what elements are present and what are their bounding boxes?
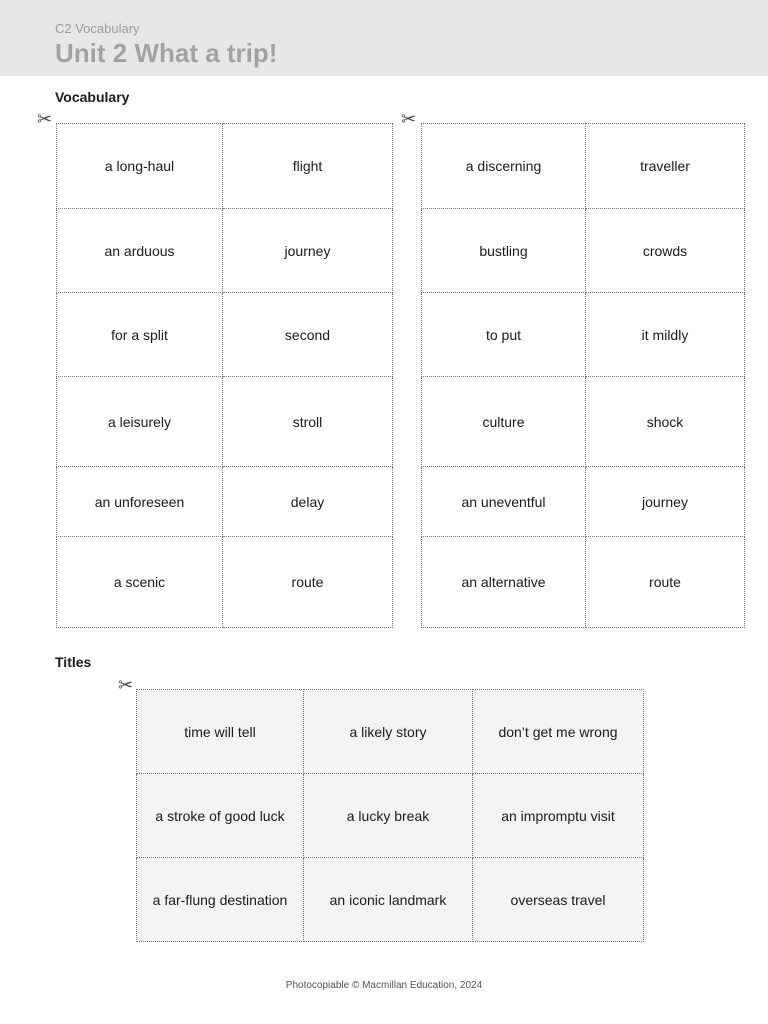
card-cell: stroll <box>223 377 393 467</box>
card-cell: don’t get me wrong <box>473 690 644 774</box>
card-cell: a long-haul <box>57 124 223 209</box>
card-cell: crowds <box>586 209 745 293</box>
card-cell: second <box>223 293 393 377</box>
card-cell: route <box>586 537 745 628</box>
card-row <box>422 537 745 628</box>
card-row <box>422 467 745 537</box>
card-row <box>57 124 393 209</box>
card-row <box>422 293 745 377</box>
card-cell: delay <box>223 467 393 537</box>
card-cell: a stroke of good luck <box>137 774 304 858</box>
card-cell: an uneventful <box>422 467 586 537</box>
card-row <box>137 690 644 774</box>
card-cell: a lucky break <box>304 774 473 858</box>
card-cell: route <box>223 537 393 628</box>
card-row <box>422 377 745 467</box>
vocabulary-heading: Vocabulary <box>55 89 130 105</box>
scissors-icon: ✂ <box>37 109 53 129</box>
page-title: Unit 2 What a trip! <box>55 38 278 68</box>
card-row <box>422 209 745 293</box>
card-cell: overseas travel <box>473 858 644 942</box>
card-cell: an arduous <box>57 209 223 293</box>
card-row <box>57 293 393 377</box>
card-row <box>57 209 393 293</box>
page-header <box>0 0 768 76</box>
vocabulary-cards-left <box>56 123 393 628</box>
card-cell: to put <box>422 293 586 377</box>
card-cell: a far-flung destination <box>137 858 304 942</box>
title-cards <box>136 689 644 942</box>
card-cell: a scenic <box>57 537 223 628</box>
card-cell: an alternative <box>422 537 586 628</box>
card-cell: journey <box>223 209 393 293</box>
scissors-icon: ✂ <box>401 109 417 129</box>
card-cell: a discerning <box>422 124 586 209</box>
card-cell: traveller <box>586 124 745 209</box>
card-cell: an unforeseen <box>57 467 223 537</box>
card-cell: shock <box>586 377 745 467</box>
card-cell: an iconic landmark <box>304 858 473 942</box>
series-label: C2 Vocabulary <box>55 21 140 36</box>
vocabulary-cards-right <box>421 123 745 628</box>
card-row <box>57 537 393 628</box>
card-cell: time will tell <box>137 690 304 774</box>
titles-heading: Titles <box>55 654 92 670</box>
card-row <box>137 774 644 858</box>
card-cell: an impromptu visit <box>473 774 644 858</box>
card-row <box>57 467 393 537</box>
card-cell: it mildly <box>586 293 745 377</box>
card-cell: culture <box>422 377 586 467</box>
card-row <box>137 858 644 942</box>
card-cell: flight <box>223 124 393 209</box>
scissors-icon: ✂ <box>118 675 134 695</box>
card-cell: a leisurely <box>57 377 223 467</box>
card-cell: journey <box>586 467 745 537</box>
copyright-footer: Photocopiable © Macmillan Education, 2024 <box>285 980 483 991</box>
card-cell: a likely story <box>304 690 473 774</box>
card-cell: bustling <box>422 209 586 293</box>
card-row <box>57 377 393 467</box>
card-cell: for a split <box>57 293 223 377</box>
card-row <box>422 124 745 209</box>
